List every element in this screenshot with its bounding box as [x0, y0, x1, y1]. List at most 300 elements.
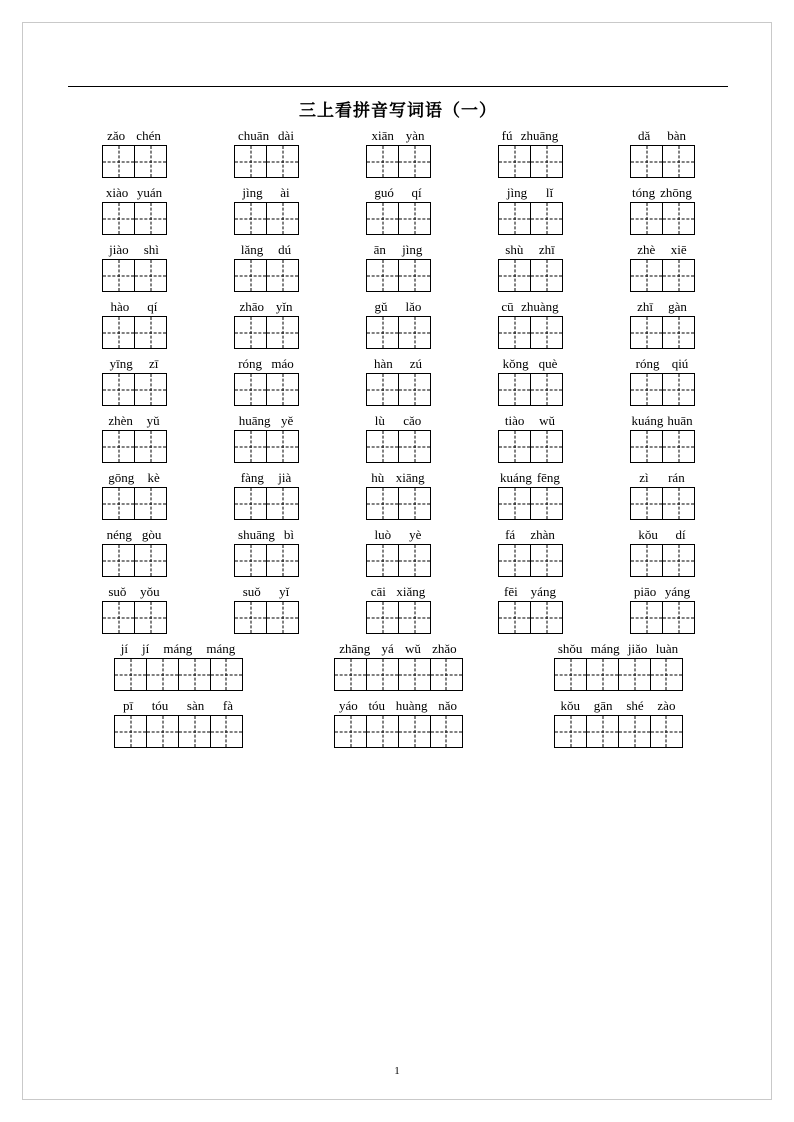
grid-cell[interactable] — [366, 373, 399, 406]
grid-cell[interactable] — [630, 430, 663, 463]
exercise-row — [68, 412, 728, 463]
pinyin-syllable: kǒng — [502, 356, 529, 371]
writing-grid[interactable] — [234, 145, 298, 178]
grid-cell[interactable] — [114, 658, 147, 691]
grid-line — [68, 601, 728, 634]
pinyin-syllable: shì — [143, 242, 159, 257]
pinyin-syllable: zhèn — [108, 413, 133, 428]
pinyin-label — [366, 127, 431, 145]
pinyin-syllable: lǎo — [405, 299, 422, 314]
grid-cell[interactable] — [234, 430, 267, 463]
grid-cell[interactable] — [266, 316, 299, 349]
grid-cell[interactable] — [498, 316, 531, 349]
grid-line — [68, 145, 728, 178]
pinyin-syllable: jiào — [109, 242, 129, 257]
pinyin-label — [102, 184, 167, 202]
grid-cell[interactable] — [498, 487, 531, 520]
grid-cell[interactable] — [398, 487, 431, 520]
grid-cell[interactable] — [266, 259, 299, 292]
pinyin-syllable: chén — [136, 128, 161, 143]
writing-grid[interactable] — [234, 373, 298, 406]
pinyin-label — [498, 127, 563, 145]
writing-grid[interactable] — [630, 487, 694, 520]
grid-cell[interactable] — [210, 658, 243, 691]
pinyin-syllable: máng — [206, 641, 236, 656]
grid-cell[interactable] — [334, 658, 367, 691]
pinyin-syllable: xiǎng — [396, 584, 426, 599]
pinyin-syllable: fēi — [504, 584, 518, 599]
pinyin-line — [68, 184, 728, 202]
writing-grid[interactable] — [366, 202, 430, 235]
pinyin-line — [68, 697, 728, 715]
writing-grid[interactable] — [102, 601, 166, 634]
grid-cell[interactable] — [630, 259, 663, 292]
writing-grid[interactable] — [102, 487, 166, 520]
writing-grid[interactable] — [334, 715, 462, 748]
grid-cell[interactable] — [102, 373, 135, 406]
writing-grid[interactable] — [102, 544, 166, 577]
pinyin-syllable: zhāng — [339, 641, 371, 656]
grid-cell[interactable] — [662, 145, 695, 178]
pinyin-syllable: kǒu — [638, 527, 658, 542]
grid-cell[interactable] — [662, 316, 695, 349]
grid-cell[interactable] — [662, 373, 695, 406]
pinyin-label — [630, 526, 695, 544]
writing-grid[interactable] — [366, 601, 430, 634]
grid-cell[interactable] — [630, 145, 663, 178]
grid-cell[interactable] — [662, 430, 695, 463]
pinyin-syllable: zhī — [637, 299, 653, 314]
grid-cell[interactable] — [266, 430, 299, 463]
pinyin-label — [366, 241, 431, 259]
pinyin-syllable: yě — [280, 413, 294, 428]
writing-grid[interactable] — [498, 316, 562, 349]
writing-grid[interactable] — [630, 259, 694, 292]
writing-grid[interactable] — [630, 316, 694, 349]
pinyin-syllable: dǎ — [638, 128, 651, 143]
page-number: 1 — [394, 1065, 400, 1077]
pinyin-syllable: yǒu — [140, 584, 160, 599]
writing-grid[interactable] — [234, 430, 298, 463]
grid-cell[interactable] — [366, 658, 399, 691]
grid-cell[interactable] — [530, 373, 563, 406]
pinyin-syllable: lù — [374, 413, 385, 428]
pinyin-syllable: yáng — [664, 584, 691, 599]
pinyin-syllable: qí — [147, 299, 158, 314]
pinyin-line — [68, 241, 728, 259]
pinyin-syllable: wǔ — [405, 641, 421, 656]
pinyin-syllable: shǒu — [557, 641, 583, 656]
pinyin-syllable: huān — [667, 413, 693, 428]
pinyin-syllable: zhǎo — [432, 641, 457, 656]
grid-cell[interactable] — [146, 658, 179, 691]
writing-grid[interactable] — [630, 544, 694, 577]
writing-grid[interactable] — [366, 259, 430, 292]
writing-grid[interactable] — [102, 373, 166, 406]
writing-grid[interactable] — [554, 658, 682, 691]
pinyin-syllable: cū — [501, 299, 514, 314]
writing-grid[interactable] — [102, 202, 166, 235]
pinyin-label — [630, 469, 695, 487]
grid-cell[interactable] — [530, 544, 563, 577]
grid-cell[interactable] — [366, 430, 399, 463]
pinyin-syllable: jìng — [506, 185, 528, 200]
writing-grid[interactable] — [630, 601, 694, 634]
pinyin-syllable: luò — [374, 527, 392, 542]
writing-grid[interactable] — [498, 145, 562, 178]
grid-cell[interactable] — [398, 316, 431, 349]
pinyin-syllable: xiāng — [395, 470, 425, 485]
pinyin-syllable: zú — [409, 356, 422, 371]
grid-cell[interactable] — [234, 316, 267, 349]
pinyin-label — [554, 697, 683, 715]
pinyin-syllable: gǔ — [374, 299, 388, 314]
grid-cell[interactable] — [498, 544, 531, 577]
writing-grid[interactable] — [498, 601, 562, 634]
pinyin-label — [234, 298, 299, 316]
grid-cell[interactable] — [178, 715, 211, 748]
grid-cell[interactable] — [498, 373, 531, 406]
grid-cell[interactable] — [334, 715, 367, 748]
pinyin-syllable: lǎng — [240, 242, 264, 257]
grid-cell[interactable] — [102, 316, 135, 349]
writing-grid[interactable] — [630, 373, 694, 406]
writing-grid[interactable] — [234, 316, 298, 349]
grid-cell[interactable] — [234, 373, 267, 406]
grid-cell[interactable] — [266, 487, 299, 520]
grid-cell[interactable] — [366, 202, 399, 235]
grid-line — [68, 715, 728, 748]
pinyin-syllable: fàng — [240, 470, 264, 485]
grid-line — [68, 544, 728, 577]
pinyin-syllable: luàn — [655, 641, 679, 656]
writing-grid[interactable] — [366, 430, 430, 463]
pinyin-syllable: hàn — [374, 356, 393, 371]
pinyin-label — [630, 298, 695, 316]
grid-cell[interactable] — [134, 601, 167, 634]
grid-cell[interactable] — [662, 601, 695, 634]
grid-cell[interactable] — [134, 487, 167, 520]
pinyin-syllable: jí — [120, 641, 128, 656]
writing-grid[interactable] — [366, 316, 430, 349]
pinyin-syllable: piāo — [633, 584, 657, 599]
pinyin-label — [366, 412, 431, 430]
grid-cell[interactable] — [234, 202, 267, 235]
pinyin-syllable: fá — [505, 527, 516, 542]
grid-line — [68, 259, 728, 292]
pinyin-label — [102, 583, 167, 601]
writing-grid[interactable] — [114, 715, 242, 748]
grid-cell[interactable] — [530, 487, 563, 520]
pinyin-line — [68, 469, 728, 487]
grid-cell[interactable] — [234, 145, 267, 178]
pinyin-syllable: tóng — [632, 185, 656, 200]
grid-cell[interactable] — [102, 145, 135, 178]
pinyin-syllable: zhàn — [530, 527, 555, 542]
writing-grid[interactable] — [366, 373, 430, 406]
pinyin-line — [68, 298, 728, 316]
grid-cell[interactable] — [114, 715, 147, 748]
grid-cell[interactable] — [398, 259, 431, 292]
grid-cell[interactable] — [210, 715, 243, 748]
writing-grid[interactable] — [234, 601, 298, 634]
writing-grid[interactable] — [498, 202, 562, 235]
grid-cell[interactable] — [398, 373, 431, 406]
pinyin-syllable: hù — [371, 470, 385, 485]
pinyin-syllable: róng — [238, 356, 263, 371]
grid-cell[interactable] — [134, 316, 167, 349]
grid-cell[interactable] — [102, 259, 135, 292]
grid-cell[interactable] — [398, 202, 431, 235]
grid-cell[interactable] — [102, 487, 135, 520]
grid-cell[interactable] — [398, 145, 431, 178]
grid-cell[interactable] — [266, 202, 299, 235]
grid-cell[interactable] — [134, 259, 167, 292]
pinyin-syllable: huāng — [238, 413, 271, 428]
grid-cell[interactable] — [366, 259, 399, 292]
grid-cell[interactable] — [498, 601, 531, 634]
grid-cell[interactable] — [530, 430, 563, 463]
grid-cell[interactable] — [498, 259, 531, 292]
pinyin-label — [498, 583, 563, 601]
grid-cell[interactable] — [134, 145, 167, 178]
writing-grid[interactable] — [102, 259, 166, 292]
grid-cell[interactable] — [178, 658, 211, 691]
grid-cell[interactable] — [662, 544, 695, 577]
grid-cell[interactable] — [134, 202, 167, 235]
grid-cell[interactable] — [366, 316, 399, 349]
grid-cell[interactable] — [630, 316, 663, 349]
grid-cell[interactable] — [554, 658, 587, 691]
pinyin-label — [366, 298, 431, 316]
pinyin-label — [234, 526, 299, 544]
pinyin-syllable: yè — [409, 527, 422, 542]
grid-cell[interactable] — [102, 544, 135, 577]
pinyin-syllable: gōng — [108, 470, 135, 485]
pinyin-syllable: kè — [147, 470, 160, 485]
grid-cell[interactable] — [266, 145, 299, 178]
writing-grid[interactable] — [234, 544, 298, 577]
grid-cell[interactable] — [146, 715, 179, 748]
pinyin-syllable: máng — [590, 641, 620, 656]
pinyin-syllable: yǐn — [275, 299, 293, 314]
pinyin-syllable: qí — [411, 185, 422, 200]
pinyin-syllable: zì — [639, 470, 649, 485]
grid-cell[interactable] — [530, 202, 563, 235]
grid-cell[interactable] — [530, 316, 563, 349]
pinyin-syllable: yīng — [109, 356, 133, 371]
writing-grid[interactable] — [102, 145, 166, 178]
writing-grid[interactable] — [102, 430, 166, 463]
pinyin-syllable: shù — [505, 242, 524, 257]
grid-line — [68, 487, 728, 520]
grid-cell[interactable] — [398, 715, 431, 748]
pinyin-syllable: chuān — [238, 128, 270, 143]
grid-cell[interactable] — [650, 658, 683, 691]
pinyin-syllable: shuāng — [238, 527, 275, 542]
grid-cell[interactable] — [530, 145, 563, 178]
pinyin-syllable: zhè — [637, 242, 656, 257]
pinyin-syllable: yáo — [338, 698, 358, 713]
grid-cell[interactable] — [650, 715, 683, 748]
pinyin-syllable: tóu — [368, 698, 386, 713]
pinyin-syllable: tiào — [504, 413, 525, 428]
grid-cell[interactable] — [630, 601, 663, 634]
pinyin-syllable: yuán — [136, 185, 163, 200]
pinyin-syllable: què — [538, 356, 558, 371]
grid-cell[interactable] — [498, 430, 531, 463]
pinyin-syllable: xiē — [670, 242, 687, 257]
pinyin-label — [234, 583, 299, 601]
grid-cell[interactable] — [366, 544, 399, 577]
grid-cell[interactable] — [498, 145, 531, 178]
writing-grid[interactable] — [234, 202, 298, 235]
exercise-row — [68, 469, 728, 520]
grid-cell[interactable] — [234, 487, 267, 520]
grid-cell[interactable] — [134, 544, 167, 577]
grid-cell[interactable] — [134, 373, 167, 406]
pinyin-line — [68, 526, 728, 544]
grid-cell[interactable] — [630, 544, 663, 577]
grid-cell[interactable] — [398, 544, 431, 577]
grid-cell[interactable] — [366, 601, 399, 634]
writing-grid[interactable] — [334, 658, 462, 691]
grid-line — [68, 430, 728, 463]
page-sheet — [22, 22, 772, 1100]
writing-grid[interactable] — [114, 658, 242, 691]
pinyin-syllable: rán — [668, 470, 685, 485]
pinyin-label — [498, 184, 563, 202]
grid-cell[interactable] — [430, 658, 463, 691]
writing-grid[interactable] — [498, 430, 562, 463]
pinyin-syllable: xiào — [105, 185, 129, 200]
grid-cell[interactable] — [618, 715, 651, 748]
pinyin-label — [630, 127, 695, 145]
pinyin-label — [234, 127, 299, 145]
grid-cell[interactable] — [398, 658, 431, 691]
writing-grid[interactable] — [234, 487, 298, 520]
grid-cell[interactable] — [618, 658, 651, 691]
pinyin-label — [554, 640, 683, 658]
grid-cell[interactable] — [366, 487, 399, 520]
pinyin-syllable: jià — [278, 470, 292, 485]
pinyin-syllable: jí — [142, 641, 150, 656]
writing-grid[interactable] — [630, 145, 694, 178]
grid-cell[interactable] — [586, 715, 619, 748]
grid-cell[interactable] — [630, 202, 663, 235]
exercise-row — [68, 583, 728, 634]
pinyin-label — [102, 355, 167, 373]
writing-grid[interactable] — [366, 487, 430, 520]
pinyin-label — [498, 412, 563, 430]
grid-cell[interactable] — [630, 487, 663, 520]
grid-cell[interactable] — [498, 202, 531, 235]
grid-cell[interactable] — [366, 715, 399, 748]
pinyin-line — [68, 127, 728, 145]
pinyin-syllable: róng — [635, 356, 660, 371]
grid-cell[interactable] — [430, 715, 463, 748]
grid-cell[interactable] — [234, 259, 267, 292]
pinyin-syllable: zhī — [538, 242, 555, 257]
pinyin-syllable: zhuāng — [520, 128, 559, 143]
pinyin-syllable: ān — [373, 242, 386, 257]
pinyin-syllable: jiǎo — [627, 641, 648, 656]
pinyin-syllable: fú — [501, 128, 513, 143]
writing-grid[interactable] — [498, 544, 562, 577]
grid-line — [68, 202, 728, 235]
pinyin-syllable: pī — [122, 698, 134, 713]
grid-cell[interactable] — [266, 373, 299, 406]
grid-cell[interactable] — [234, 544, 267, 577]
pinyin-syllable: ài — [280, 185, 290, 200]
pinyin-label — [366, 184, 431, 202]
pinyin-syllable: dí — [675, 527, 686, 542]
pinyin-label — [234, 184, 299, 202]
pinyin-syllable: jìng — [242, 185, 263, 200]
grid-cell[interactable] — [530, 259, 563, 292]
writing-grid[interactable] — [498, 259, 562, 292]
writing-grid[interactable] — [630, 202, 694, 235]
grid-cell[interactable] — [102, 601, 135, 634]
pinyin-syllable: yàn — [405, 128, 425, 143]
grid-cell[interactable] — [630, 373, 663, 406]
writing-grid[interactable] — [498, 373, 562, 406]
pinyin-label — [234, 241, 299, 259]
writing-grid[interactable] — [498, 487, 562, 520]
grid-cell[interactable] — [554, 715, 587, 748]
grid-cell[interactable] — [530, 601, 563, 634]
pinyin-syllable: xiān — [371, 128, 394, 143]
grid-cell[interactable] — [586, 658, 619, 691]
grid-line — [68, 658, 728, 691]
grid-cell[interactable] — [234, 601, 267, 634]
writing-grid[interactable] — [366, 544, 430, 577]
pinyin-syllable: hào — [110, 299, 130, 314]
pinyin-line — [68, 355, 728, 373]
grid-cell[interactable] — [134, 430, 167, 463]
pinyin-label — [630, 583, 695, 601]
writing-grid[interactable] — [102, 316, 166, 349]
exercise-row — [68, 355, 728, 406]
pinyin-syllable: zào — [657, 698, 676, 713]
grid-cell[interactable] — [366, 145, 399, 178]
pinyin-syllable: gòu — [141, 527, 162, 542]
pinyin-line — [68, 412, 728, 430]
grid-cell[interactable] — [102, 430, 135, 463]
writing-grid[interactable] — [366, 145, 430, 178]
grid-cell[interactable] — [398, 430, 431, 463]
writing-grid[interactable] — [554, 715, 682, 748]
pinyin-label — [234, 469, 299, 487]
pinyin-label — [234, 412, 299, 430]
exercise-rows — [68, 127, 728, 748]
grid-cell[interactable] — [266, 544, 299, 577]
pinyin-label — [366, 469, 431, 487]
grid-cell[interactable] — [662, 202, 695, 235]
grid-cell[interactable] — [662, 487, 695, 520]
grid-cell[interactable] — [662, 259, 695, 292]
pinyin-syllable: dú — [278, 242, 292, 257]
writing-grid[interactable] — [630, 430, 694, 463]
writing-grid[interactable] — [234, 259, 298, 292]
pinyin-syllable: bàn — [667, 128, 686, 143]
grid-cell[interactable] — [102, 202, 135, 235]
grid-cell[interactable] — [266, 601, 299, 634]
pinyin-syllable: lǐ — [545, 185, 554, 200]
pinyin-syllable: bì — [283, 527, 294, 542]
grid-cell[interactable] — [398, 601, 431, 634]
pinyin-syllable: nǎo — [438, 698, 457, 713]
